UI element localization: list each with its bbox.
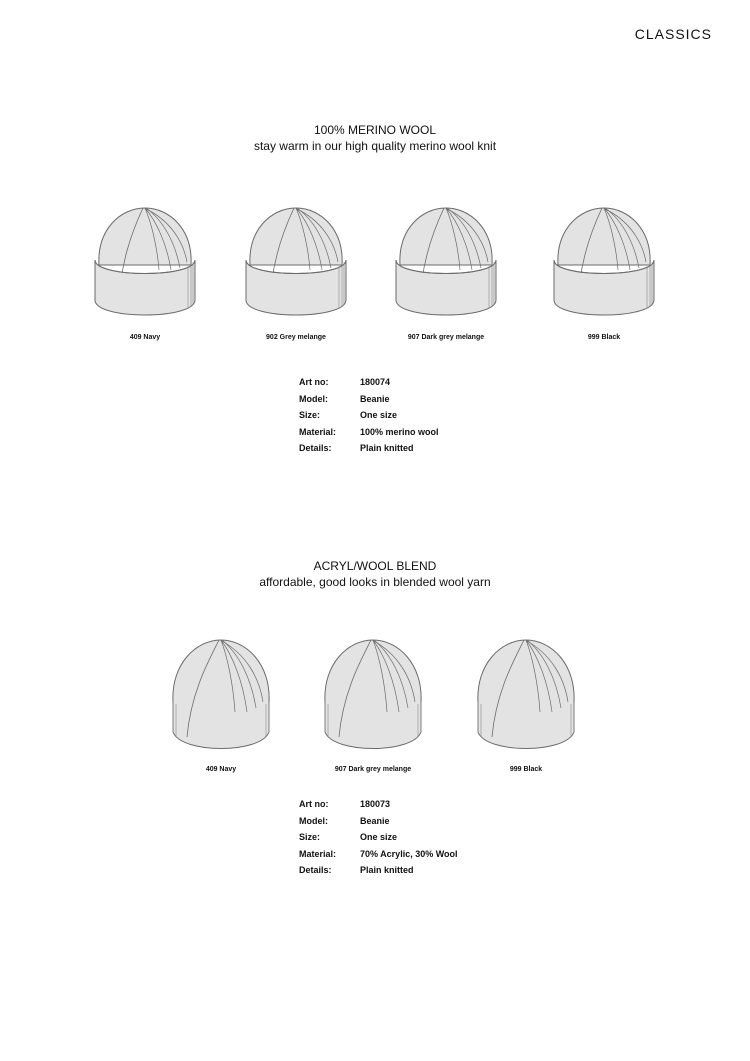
spec-row <box>299 424 439 441</box>
cuffed-beanie-icon <box>236 200 356 330</box>
spec-row <box>299 846 458 863</box>
beanie-icon <box>313 632 433 762</box>
spec-value: Plain knitted <box>360 443 414 454</box>
section-subtitle: affordable, good looks in blended wool yarn <box>259 575 491 589</box>
spec-label: Art no: <box>299 799 329 810</box>
product-card[interactable] <box>161 632 281 773</box>
product-card[interactable] <box>466 632 586 773</box>
spec-row <box>299 796 458 813</box>
product-color-label: 999 Black <box>587 334 621 341</box>
spec-table <box>299 374 439 457</box>
spec-value: Beanie <box>360 815 390 826</box>
spec-value: Beanie <box>360 393 390 404</box>
section-subtitle: stay warm in our high quality merino wool knit <box>253 139 497 153</box>
spec-label: Model: <box>299 815 328 826</box>
spec-value: 180074 <box>360 377 391 388</box>
spec-row <box>299 813 458 830</box>
cuffed-beanie-icon <box>544 200 664 330</box>
spec-value: One size <box>360 832 398 843</box>
product-color-label: 902 Grey melange <box>266 334 326 341</box>
spec-label: Size: <box>299 832 321 843</box>
section-title: 100% MERINO WOOL <box>313 123 437 137</box>
section-merino-wool <box>0 122 750 454</box>
spec-row <box>299 440 439 457</box>
product-card[interactable] <box>85 200 205 341</box>
spec-label: Details: <box>299 865 332 876</box>
spec-row <box>299 407 439 424</box>
beanie-icon <box>466 632 586 762</box>
spec-label: Model: <box>299 393 328 404</box>
beanie-icon <box>161 632 281 762</box>
product-row <box>0 632 750 782</box>
spec-value: One size <box>360 410 398 421</box>
spec-label: Art no: <box>299 377 329 388</box>
product-card[interactable] <box>313 632 433 773</box>
product-color-label: 999 Black <box>509 766 543 773</box>
spec-label: Size: <box>299 410 321 421</box>
product-color-label: 409 Navy <box>129 334 161 341</box>
spec-row <box>299 391 439 408</box>
spec-row <box>299 374 439 391</box>
spec-row <box>299 862 458 879</box>
spec-value: 100% merino wool <box>360 426 439 437</box>
product-card[interactable] <box>386 200 506 341</box>
page-header-title: CLASSICS <box>634 26 712 42</box>
product-color-label: 409 Navy <box>205 766 237 773</box>
spec-value: Plain knitted <box>360 865 414 876</box>
spec-label: Material: <box>299 426 337 437</box>
product-row <box>0 200 750 350</box>
spec-table <box>299 796 458 879</box>
spec-label: Material: <box>299 848 337 859</box>
spec-row <box>299 829 458 846</box>
section-acryl-wool-blend <box>0 558 750 876</box>
section-title: ACRYL/WOOL BLEND <box>313 559 437 573</box>
product-card[interactable] <box>544 200 664 341</box>
product-color-label: 907 Dark grey melange <box>334 766 412 773</box>
product-color-label: 907 Dark grey melange <box>407 334 485 341</box>
cuffed-beanie-icon <box>85 200 205 330</box>
spec-value: 70% Acrylic, 30% Wool <box>360 848 458 859</box>
spec-label: Details: <box>299 443 332 454</box>
product-card[interactable] <box>236 200 356 341</box>
spec-value: 180073 <box>360 799 391 810</box>
cuffed-beanie-icon <box>386 200 506 330</box>
